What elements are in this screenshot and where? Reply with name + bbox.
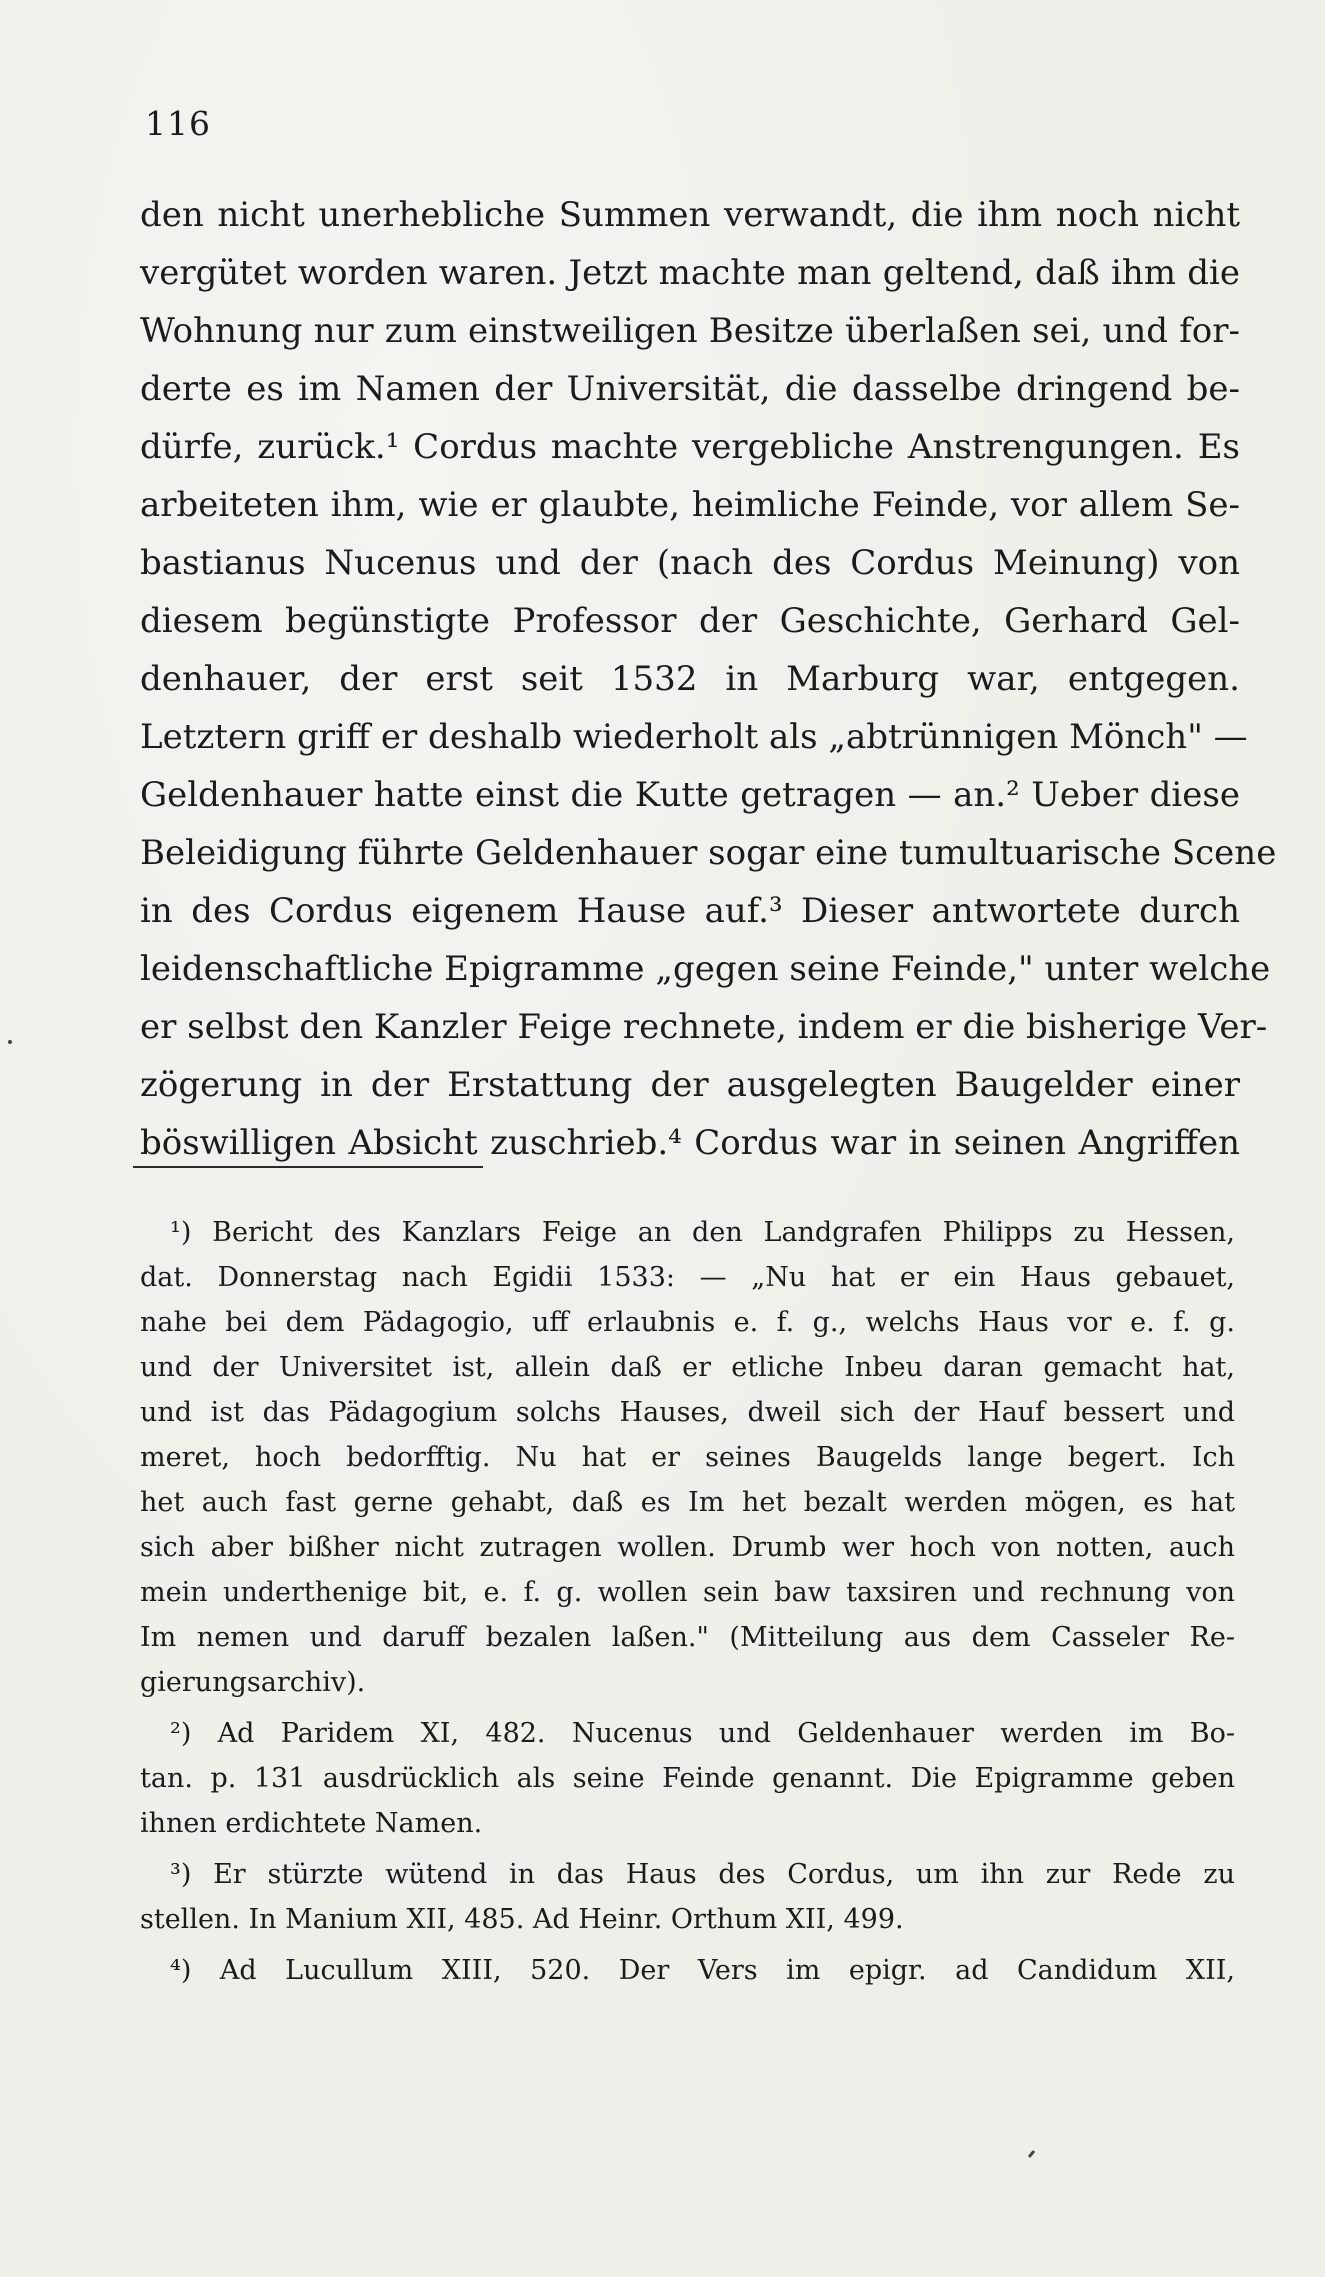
body-line: dürfe, zurück.¹ Cordus machte vergebliche Anstrengungen. Es: [140, 427, 1240, 467]
body-line: Letztern griff er deshalb wiederholt als „abtrünnigen Mönch" —: [140, 717, 1248, 757]
body-line: Beleidigung führte Geldenhauer sogar eine tumultuarische Scene: [140, 833, 1277, 873]
footnote-line: ⁴) Ad Lucullum XIII, 520. Der Vers im epigr. ad Candidum XII,: [170, 1955, 1235, 1986]
body-line: bastianus Nucenus und der (nach des Cordus Meinung) von: [140, 543, 1240, 583]
footnote-line: ¹) Bericht des Kanzlars Feige an den Landgrafen Philipps zu Hessen,: [170, 1217, 1235, 1248]
body-line: den nicht unerhebliche Summen verwandt, die ihm noch nicht: [140, 195, 1240, 235]
footnote-line: meret, hoch bedorfftig. Nu hat er seines Baugelds lange begert. Ich: [140, 1442, 1235, 1473]
body-line: leidenschaftliche Epigramme „gegen seine Feinde," unter welche: [140, 949, 1271, 989]
footnote-line: Im nemen und daruff bezalen laßen." (Mitteilung aus dem Casseler Re-: [140, 1622, 1235, 1653]
footnote-line: het auch fast gerne gehabt, daß es Im het bezalt werden mögen, es hat: [140, 1487, 1235, 1518]
body-line: diesem begünstigte Professor der Geschichte, Gerhard Gel-: [140, 601, 1240, 641]
footnote-line: und ist das Pädagogium solchs Hauses, dweil sich der Hauf bessert und: [140, 1397, 1235, 1428]
footnote-1: [140, 1210, 1235, 1705]
footnote-line: sich aber bißher nicht zutragen wollen. Drumb wer hoch von notten, auch: [140, 1532, 1235, 1563]
footnote-4: [140, 1948, 1235, 1993]
body-line: derte es im Namen der Universität, die dasselbe dringend be-: [140, 369, 1240, 409]
body-line: arbeiteten ihm, wie er glaubte, heimliche Feinde, vor allem Se-: [140, 485, 1240, 525]
footnote-line: mein underthenige bit, e. f. g. wollen sein baw taxsiren und rechnung von: [140, 1577, 1235, 1608]
paper-speck: [8, 1040, 12, 1044]
footnote-line: stellen. In Manium XII, 485. Ad Heinr. Orthum XII, 499.: [140, 1904, 904, 1935]
footnote-3: [140, 1852, 1235, 1942]
body-line: er selbst den Kanzler Feige rechnete, indem er die bisherige Ver-: [140, 1007, 1268, 1047]
body-line: böswilligen Absicht zuschrieb.⁴ Cordus war in seinen Angriffen: [140, 1123, 1240, 1163]
footnote-line: tan. p. 131 ausdrücklich als seine Feinde genannt. Die Epigramme geben: [140, 1763, 1235, 1794]
footnote-line: dat. Donnerstag nach Egidii 1533: — „Nu hat er ein Haus gebauet,: [140, 1262, 1235, 1293]
body-line: vergütet worden waren. Jetzt machte man geltend, daß ihm die: [140, 253, 1240, 293]
footnote-line: nahe bei dem Pädagogio, uff erlaubnis e. f. g., welchs Haus vor e. f. g.: [140, 1307, 1235, 1338]
page-number: 116: [145, 104, 211, 143]
body-line: Wohnung nur zum einstweiligen Besitze überlaßen sei, und for-: [140, 311, 1240, 351]
footnote-separator: [133, 1166, 483, 1168]
footnote-2: [140, 1711, 1235, 1846]
body-line: in des Cordus eigenem Hause auf.³ Dieser antwortete durch: [140, 891, 1240, 931]
footnote-line: ³) Er stürzte wütend in das Haus des Cordus, um ihn zur Rede zu: [170, 1859, 1235, 1890]
body-text: [140, 186, 1277, 1172]
footnote-line: ²) Ad Paridem XI, 482. Nucenus und Geldenhauer werden im Bo-: [170, 1718, 1235, 1749]
footnote-line: ihnen erdichtete Namen.: [140, 1808, 483, 1839]
footnotes: [140, 1210, 1235, 1993]
body-line: Geldenhauer hatte einst die Kutte getragen — an.² Ueber diese: [140, 775, 1240, 815]
body-line: denhauer, der erst seit 1532 in Marburg war, entgegen.: [140, 659, 1240, 699]
paper-speck: [1028, 2150, 1035, 2158]
footnote-line: und der Universitet ist, allein daß er etliche Inbeu daran gemacht hat,: [140, 1352, 1235, 1383]
body-line: zögerung in der Erstattung der ausgelegten Baugelder einer: [140, 1065, 1240, 1105]
footnote-line: gierungsarchiv).: [140, 1667, 366, 1698]
